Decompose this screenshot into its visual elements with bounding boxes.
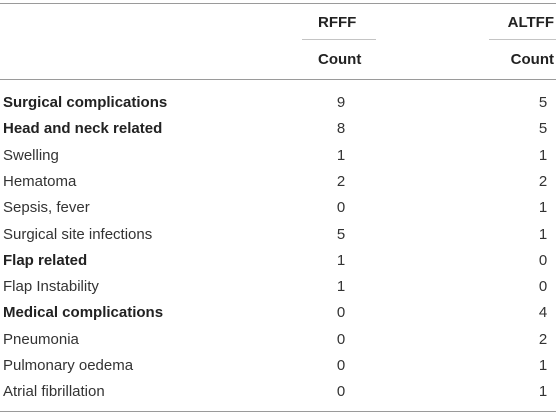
rfff-count-cell: 8 [336, 120, 346, 138]
altff-count-cell: 0 [538, 251, 548, 269]
column-header-altff: ALTFF [507, 14, 554, 31]
altff-count-cell: 1 [538, 225, 548, 243]
table-row [0, 195, 556, 221]
rfff-count-cell: 0 [336, 383, 346, 401]
rfff-count-cell: 0 [336, 304, 346, 322]
row-label: Pneumonia [3, 330, 79, 348]
row-label: Flap Instability [3, 278, 99, 296]
table-row [0, 274, 556, 300]
row-label: Atrial fibrillation [3, 383, 105, 401]
rfff-count-cell: 9 [336, 94, 346, 111]
altff-count-cell: 4 [538, 304, 548, 322]
altff-count-cell: 0 [538, 278, 548, 296]
table-row [0, 248, 556, 274]
altff-count-cell: 1 [538, 199, 548, 217]
rfff-count-cell: 0 [336, 199, 346, 217]
row-label: Flap related [3, 251, 88, 269]
table-row [0, 143, 556, 169]
altff-count-cell: 1 [538, 357, 548, 374]
row-label: Swelling [3, 146, 59, 164]
rfff-count-cell: 1 [336, 146, 346, 164]
rfff-count-cell: 5 [336, 225, 346, 243]
rfff-count-cell: 0 [336, 357, 346, 374]
header-separator-rule [0, 79, 556, 80]
rfff-count-cell: 1 [336, 278, 346, 296]
rfff-count-cell: 1 [336, 251, 346, 269]
row-label: Head and neck related [3, 120, 163, 138]
altff-count-cell: 1 [538, 383, 548, 401]
table-row [0, 353, 556, 379]
table-row [0, 327, 556, 353]
row-label: Surgical site infections [3, 225, 153, 243]
table-bottom-rule [0, 411, 556, 412]
rfff-count-cell: 2 [336, 172, 346, 190]
row-label: Pulmonary oedema [3, 357, 134, 374]
table-row [0, 300, 556, 326]
column-header-rfff-underline [302, 39, 376, 40]
subheader-rfff-count: Count [318, 51, 362, 68]
altff-count-cell: 1 [538, 146, 548, 164]
table-row [0, 169, 556, 195]
table-row [0, 90, 556, 116]
row-label: Hematoma [3, 172, 77, 190]
table-row [0, 379, 556, 405]
altff-count-cell: 5 [538, 94, 548, 111]
altff-count-cell: 5 [538, 120, 548, 138]
altff-count-cell: 2 [538, 330, 548, 348]
table-row [0, 222, 556, 248]
column-header-altff-underline [489, 39, 556, 40]
row-label: Medical complications [3, 304, 164, 322]
row-label: Sepsis, fever [3, 199, 90, 217]
column-header-rfff: RFFF [318, 14, 357, 31]
row-label: Surgical complications [3, 94, 168, 111]
table-top-rule [0, 3, 556, 4]
table-row [0, 116, 556, 142]
subheader-altff-count: Count [510, 51, 554, 68]
rfff-count-cell: 0 [336, 330, 346, 348]
altff-count-cell: 2 [538, 172, 548, 190]
